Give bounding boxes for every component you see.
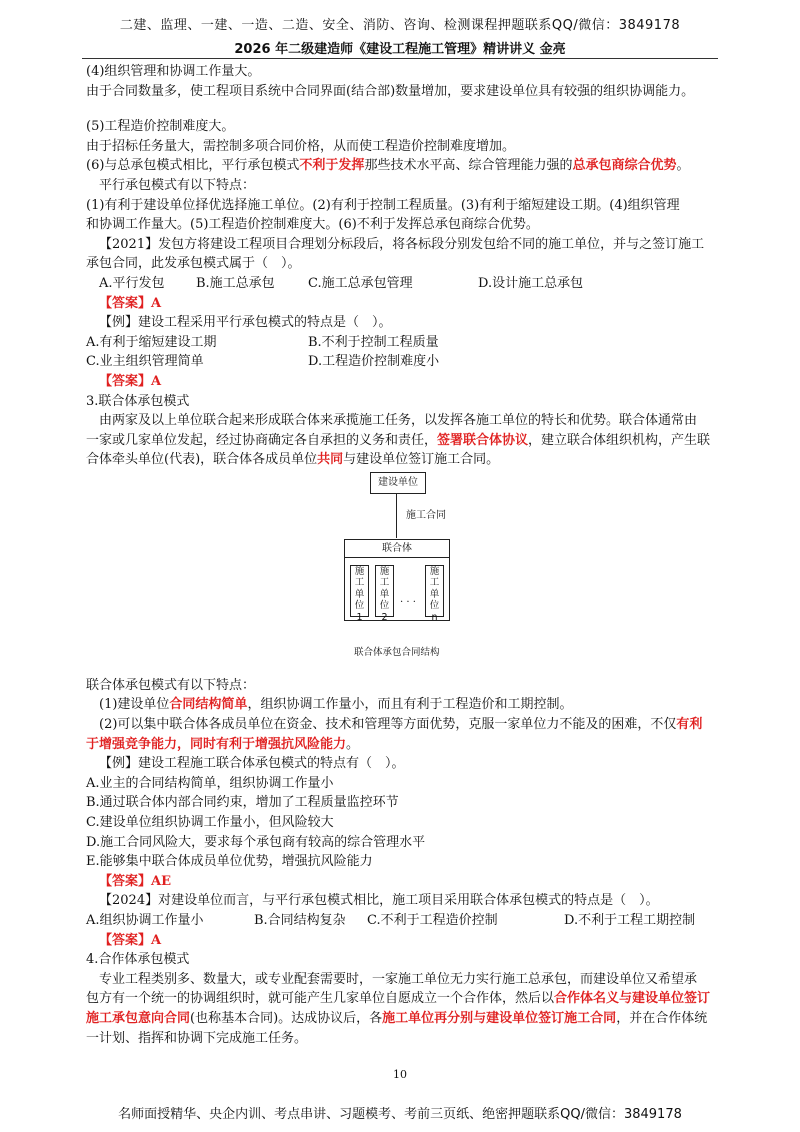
member-box: 施 工 单 位 1 [350, 565, 369, 617]
option: D.不利于工程工期控制 [564, 913, 696, 928]
consortium-diagram [86, 470, 746, 676]
option: A.平行发包 [99, 275, 165, 291]
question-options [86, 274, 746, 294]
consortium-box [344, 539, 450, 621]
paragraph: 一家或几家单位发起，经过协商确定各自承担的义务和责任，签署联合体协议，建立联合体组织机构，产生联 [86, 432, 711, 448]
member-box: 施 工 单 位 2 [375, 565, 394, 617]
answer: 【答案】A [99, 295, 162, 311]
paragraph: 专业工程类别多、数量大，或专业配套需要时，一家施工单位无力实行施工总承包，而建设单位又希望承 [99, 971, 698, 987]
option: C.不利于工程造价控制 [367, 913, 498, 928]
option: A.组织协调工作量小 [86, 913, 204, 928]
question-2021: 【2021】发包方将建设工程项目合理划分标段后，将各标段分别发包给不同的施工单位，并与之签订施工 [99, 236, 705, 252]
paragraph: 平行承包模式有以下特点： [99, 177, 256, 193]
question-example: 【例】建设工程采用平行承包模式的特点是（ ）。 [99, 315, 392, 331]
paragraph: 联合体承包模式有以下特点： [86, 677, 256, 693]
header-divider [82, 58, 718, 59]
option: B.不利于控制工程质量 [308, 334, 439, 350]
footer-contact-line: 名师面授精华、央企内训、考点串讲、习题模考、考前三页纸、绝密押题联系QQ/微信：3849178 [118, 1107, 682, 1122]
consortium-title: 联合体 [345, 540, 449, 558]
paragraph: (2)可以集中联合体各成员单位在资金、技术和管理等方面优势，克服一家单位力不能及的困难，不仅有利 [99, 717, 703, 733]
option: D.设计施工总承包 [478, 275, 584, 291]
option: C.建设单位组织协调工作量小，但风险较大 [86, 815, 334, 831]
paragraph: (6)与总承包模式相比，平行承包模式不利于发挥那些技术水平高、综合管理能力强的总承包商综合优势。 [86, 158, 690, 174]
header-contact-line: 二建、监理、一建、一造、二造、安全、消防、咨询、检测课程押题联系QQ/微信：3849178 [119, 18, 681, 33]
ellipsis: . . . [400, 593, 416, 605]
option: C.施工总承包管理 [308, 275, 413, 291]
option: B.通过联合体内部合同约束，增加了工程质量监控环节 [86, 795, 399, 811]
question-example: 【例】建设工程施工联合体承包模式的特点有（ ）。 [99, 756, 405, 772]
paragraph: (4)组织管理和协调工作量大。 [86, 64, 261, 79]
paragraph: 由两家及以上单位联合起来形成联合体来承揽施工任务，以发挥各施工单位的特长和优势。联合体通常由 [99, 413, 698, 429]
answer: 【答案】AE [99, 873, 171, 889]
paragraph: 于增强竞争能力，同时有利于增强抗风险能力。 [86, 736, 360, 752]
option: C.业主组织管理简单 [86, 354, 204, 370]
paragraph: 包方有一个统一的协调组织时，就可能产生几家单位自愿成立一个合作体，然后以合作体名义与建设单位签订 [86, 991, 711, 1007]
question-options [86, 911, 746, 931]
paragraph: (1)有利于建设单位择优选择施工单位。(2)有利于控制工程质量。(3)有利于缩短建设工期。(4)组织管理 [86, 197, 680, 213]
question-2024: 【2024】对建设单位而言，与平行承包模式相比，施工项目采用联合体承包模式的特点是（ ）。 [99, 893, 659, 909]
question-2021-cont: 承包合同，此发承包模式属于（ ）。 [86, 256, 301, 272]
option: D.施工合同风险大，要求每个承包商有较高的综合管理水平 [86, 834, 426, 850]
option: B.合同结构复杂 [254, 913, 346, 928]
option: B.施工总承包 [196, 275, 275, 291]
question-options [86, 333, 746, 353]
paragraph: 由于招标任务量大，需控制多项合同价格，从而使工程造价控制难度增加。 [86, 138, 516, 154]
client-box: 建设单位 [370, 472, 426, 494]
paragraph: 施工承包意向合同(也称基本合同)。达成协议后，各施工单位再分别与建设单位签订施工合同，并在合作体统 [86, 1010, 708, 1026]
section-title: 4.合作体承包模式 [86, 952, 190, 968]
paragraph: (5)工程造价控制难度大。 [86, 119, 235, 135]
question-options [86, 352, 746, 372]
paragraph: 一计划、指挥和协调下完成施工任务。 [86, 1030, 308, 1046]
paragraph: 由于合同数量多，使工程项目系统中合同界面(结合部)数量增加，要求建设单位具有较强的组织协调能力。 [86, 83, 695, 99]
diagram-caption: 联合体承包合同结构 [354, 646, 440, 658]
answer: 【答案】A [99, 932, 162, 948]
option: A.有利于缩短建设工期 [86, 334, 217, 350]
answer: 【答案】A [99, 373, 162, 389]
header-title: 2026 年二级建造师《建设工程施工管理》精讲讲义 金亮 [234, 42, 566, 57]
option: A.业主的合同结构简单，组织协调工作量小 [86, 775, 334, 791]
paragraph: 合体牵头单位(代表)，联合体各成员单位共同与建设单位签订施工合同。 [86, 452, 500, 468]
document-body [86, 62, 746, 1048]
connector-line [396, 493, 397, 538]
paragraph: (1)建设单位合同结构简单，组织协调工作量小，而且有利于工程造价和工期控制。 [99, 697, 573, 713]
option: E.能够集中联合体成员单位优势，增强抗风险能力 [86, 854, 373, 870]
option: D.工程造价控制难度小 [308, 354, 440, 370]
contract-label: 施工合同 [406, 509, 446, 521]
member-box: 施 工 单 位 n [425, 565, 444, 617]
page-number: 10 [393, 1068, 407, 1081]
section-title: 3.联合体承包模式 [86, 393, 190, 409]
paragraph: 和协调工作量大。(5)工程造价控制难度大。(6)不利于发挥总承包商综合优势。 [86, 217, 539, 233]
